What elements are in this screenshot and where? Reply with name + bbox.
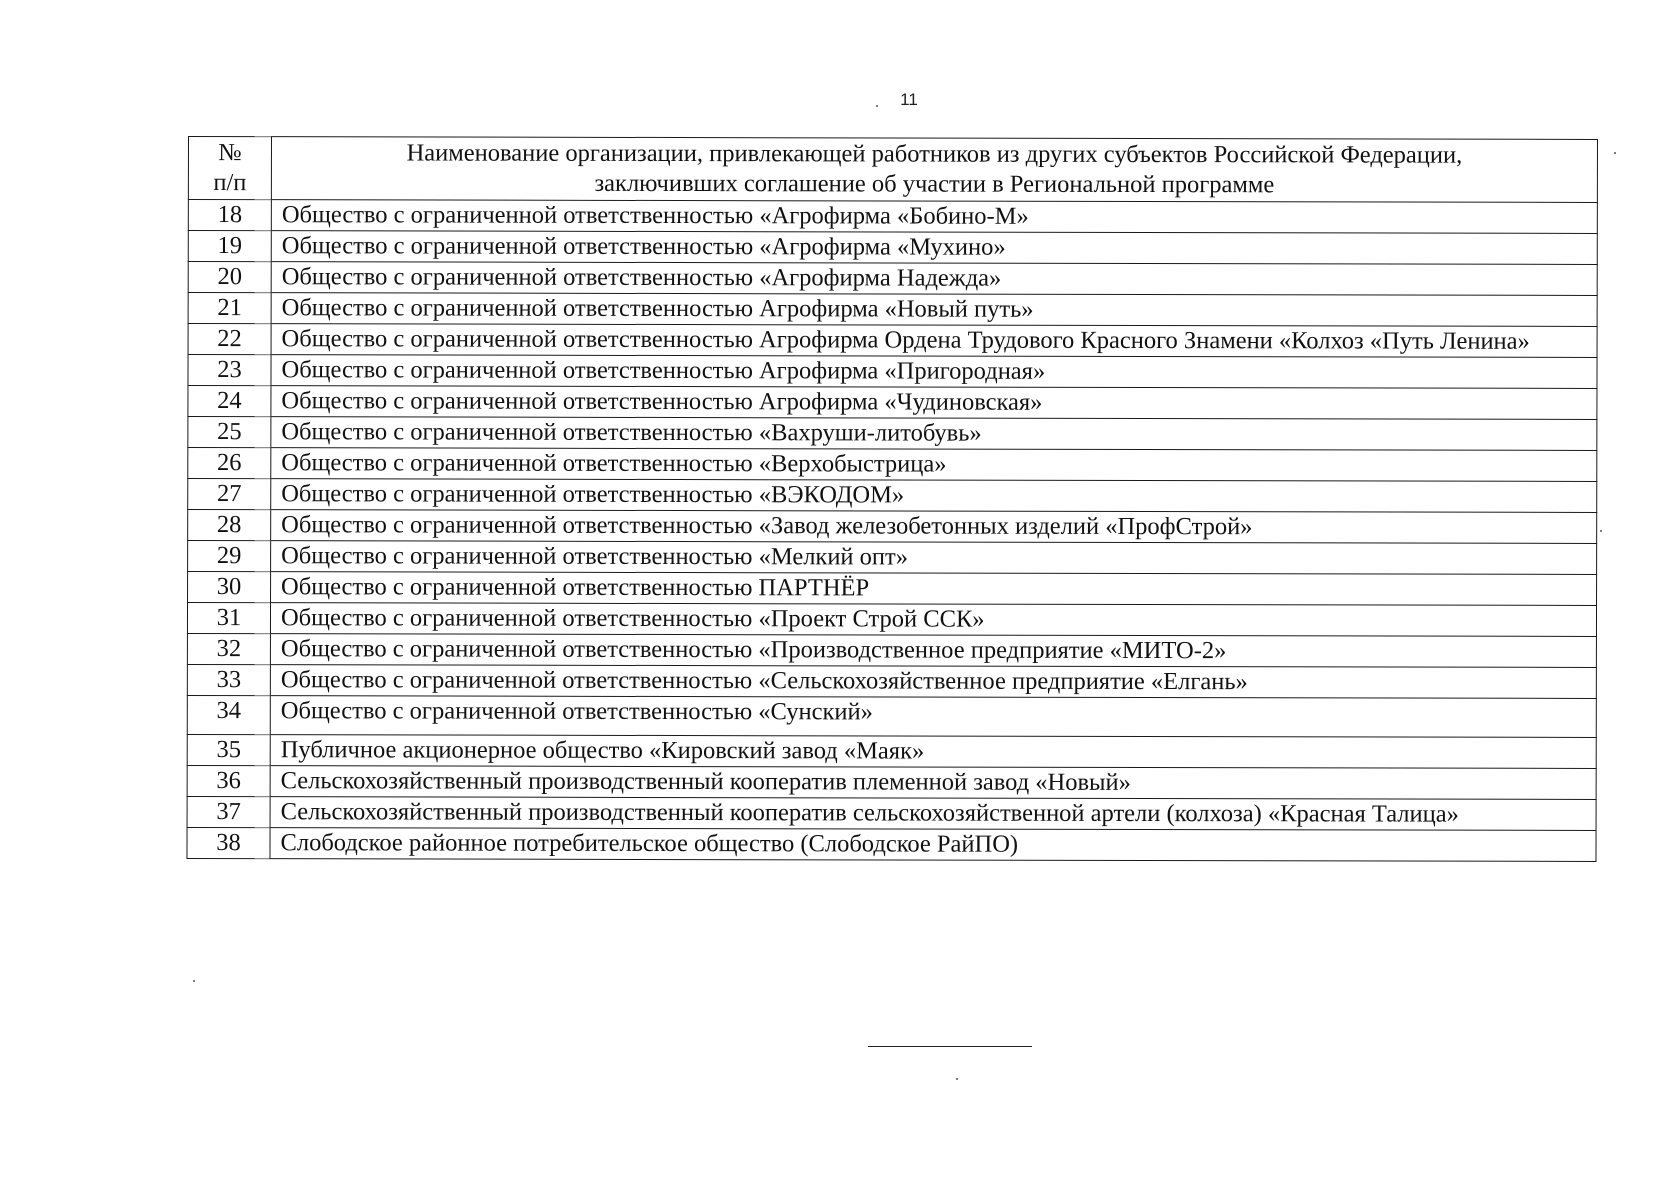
table-row	[187, 603, 1596, 637]
organization-name: Слободское районное потребительское общество (Слободское РайПО)	[270, 828, 1596, 862]
organization-name: Общество с ограниченной ответственностью «Агрофирма «Мухино»	[271, 231, 1597, 265]
table-row	[188, 293, 1597, 327]
organization-name: Общество с ограниченной ответственностью Агрофирма «Чудиновская»	[271, 386, 1597, 420]
column-header-organization-line2: заключивших соглашение об участии в Региональной программе	[594, 169, 1275, 199]
scan-speck	[193, 980, 195, 982]
organization-name: Общество с ограниченной ответственностью Агрофирма «Новый путь»	[271, 293, 1597, 327]
row-number: 21	[188, 293, 271, 324]
organization-name: Общество с ограниченной ответственностью «Проект Строй ССК»	[270, 603, 1596, 637]
row-number: 22	[188, 324, 271, 355]
table-row	[188, 572, 1597, 606]
table-row	[188, 386, 1597, 420]
row-number: 18	[188, 200, 271, 231]
organization-name: Общество с ограниченной ответственностью «Вахруши-литобувь»	[271, 417, 1597, 451]
table-row	[188, 200, 1597, 234]
column-header-number-line2: п/п	[213, 169, 247, 197]
row-number: 32	[187, 633, 270, 664]
table-row	[187, 796, 1596, 830]
table-row	[187, 695, 1596, 737]
row-number: 31	[187, 603, 270, 634]
organization-name: Общество с ограниченной ответственностью «ВЭКОДОМ»	[271, 479, 1597, 513]
row-number: 35	[187, 734, 270, 765]
table-row	[188, 448, 1597, 482]
row-number: 27	[188, 479, 271, 510]
table-header-row	[188, 137, 1597, 203]
organization-name: Общество с ограниченной ответственностью «Верхобыстрица»	[271, 448, 1597, 482]
table-row	[188, 262, 1597, 296]
table-body	[187, 200, 1597, 862]
row-number: 24	[188, 386, 271, 417]
organization-name: Публичное акционерное общество «Кировский завод «Маяк»	[270, 735, 1596, 769]
page-number: 11	[900, 90, 918, 109]
row-number: 23	[188, 355, 271, 386]
row-number: 34	[187, 695, 270, 734]
table-row	[187, 765, 1596, 799]
column-header-organization	[271, 137, 1597, 203]
organization-name: Общество с ограниченной ответственностью Агрофирма Ордена Трудового Красного Знамени «Колхоз «Путь Ленина»	[271, 324, 1597, 358]
organization-name: Сельскохозяйственный производственный кооператив сельскохозяйственной артели (колхоза) «Красная Талица»	[270, 797, 1596, 831]
scan-speck	[1600, 530, 1602, 532]
organization-name: Общество с ограниченной ответственностью Агрофирма «Пригородная»	[271, 355, 1597, 389]
organization-name: Общество с ограниченной ответственностью «Завод железобетонных изделий «ПрофСтрой»	[271, 510, 1597, 544]
row-number: 26	[188, 448, 271, 479]
table-row	[187, 827, 1596, 861]
row-number: 36	[187, 765, 270, 796]
row-number: 33	[187, 664, 270, 695]
row-number: 37	[187, 796, 270, 827]
row-number: 19	[188, 231, 271, 262]
table-row	[188, 417, 1597, 451]
column-header-number-line1: №	[218, 139, 242, 167]
row-number: 20	[188, 262, 271, 293]
organization-name: Общество с ограниченной ответственностью ПАРТНЁР	[271, 572, 1597, 606]
organization-name: Общество с ограниченной ответственностью «Производственное предприятие «МИТО-2»	[270, 634, 1596, 668]
organization-name: Общество с ограниченной ответственностью «Агрофирма «Бобино-М»	[271, 200, 1597, 234]
table-row	[187, 734, 1596, 768]
row-number: 38	[187, 827, 270, 858]
organization-name: Общество с ограниченной ответственностью «Сунский»	[270, 696, 1596, 738]
organization-name: Общество с ограниченной ответственностью «Мелкий опт»	[271, 541, 1597, 575]
closing-rule	[868, 1046, 1032, 1047]
row-number: 25	[188, 417, 271, 448]
organization-name: Общество с ограниченной ответственностью «Агрофирма Надежда»	[271, 262, 1597, 296]
organizations-table	[186, 136, 1598, 862]
table-row	[188, 324, 1597, 358]
row-number: 28	[188, 510, 271, 541]
scan-speck	[876, 105, 878, 107]
table-row	[188, 479, 1597, 513]
organization-name: Общество с ограниченной ответственностью «Сельскохозяйственное предприятие «Елгань»	[270, 665, 1596, 699]
scan-speck	[1614, 152, 1616, 154]
table-row	[187, 664, 1596, 698]
table-row	[188, 541, 1597, 575]
scan-speck	[956, 1078, 958, 1080]
table-row	[188, 355, 1597, 389]
row-number: 29	[188, 541, 271, 572]
table-row	[188, 510, 1597, 544]
column-header-organization-line1: Наименование организации, привлекающей работников из других субъектов Российской Федерации,	[406, 139, 1463, 169]
row-number: 30	[188, 572, 271, 603]
table-row	[187, 633, 1596, 667]
column-header-number	[188, 137, 271, 200]
table-row	[188, 231, 1597, 265]
organization-name: Сельскохозяйственный производственный кооператив племенной завод «Новый»	[270, 766, 1596, 800]
